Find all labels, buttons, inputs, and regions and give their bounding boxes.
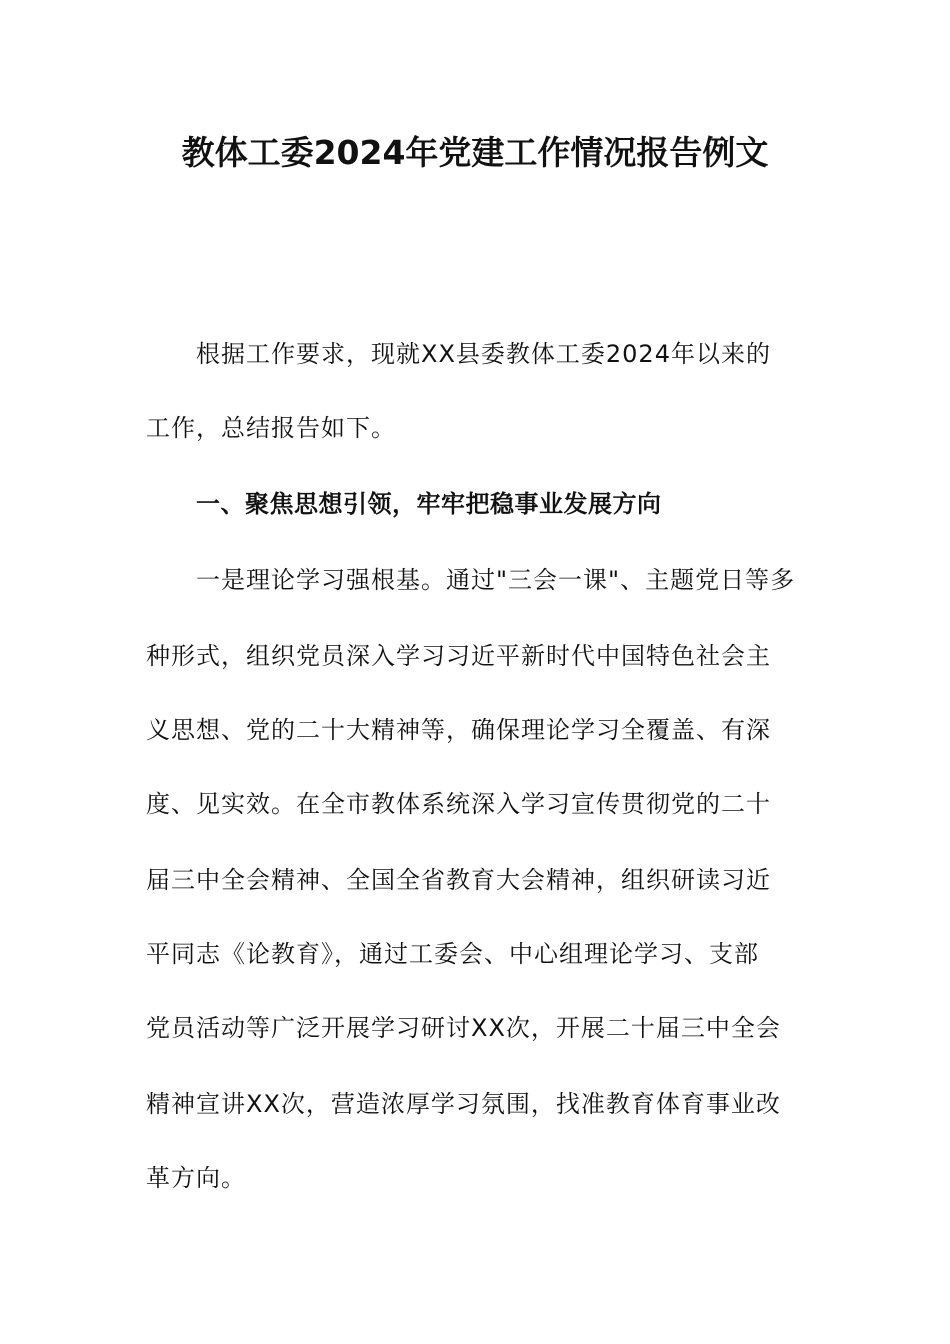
intro-line-1: 根据工作要求，现就XX县委教体工委2024年以来的 <box>196 340 771 368</box>
paragraph-line: 种形式，组织党员深入学习习近平新时代中国特色社会主 <box>146 642 771 670</box>
paragraph-line: 平同志《论教育》，通过工委会、中心组理论学习、支部 <box>146 940 759 968</box>
paragraph-line: 一是理论学习强根基。通过"三会一课"、主题党日等多 <box>196 566 796 594</box>
intro-line-2: 工作，总结报告如下。 <box>146 414 396 442</box>
paragraph-line: 度、见实效。在全市教体系统深入学习宣传贯彻党的二十 <box>146 790 771 818</box>
document-title: 教体工委2024年党建工作情况报告例文 <box>181 133 769 172</box>
paragraph-line: 义思想、党的二十大精神等，确保理论学习全覆盖、有深 <box>146 716 771 744</box>
paragraph-line: 届三中全会精神、全国全省教育大会精神，组织研读习近 <box>146 866 771 894</box>
paragraph-line: 党员活动等广泛开展学习研讨XX次，开展二十届三中全会 <box>146 1014 781 1042</box>
paragraph-line: 精神宣讲XX次，营造浓厚学习氛围，找准教育体育事业改 <box>146 1090 781 1118</box>
section-heading-1: 一、聚焦思想引领，牢牢把稳事业发展方向 <box>196 490 662 518</box>
paragraph-line: 革方向。 <box>146 1164 246 1192</box>
